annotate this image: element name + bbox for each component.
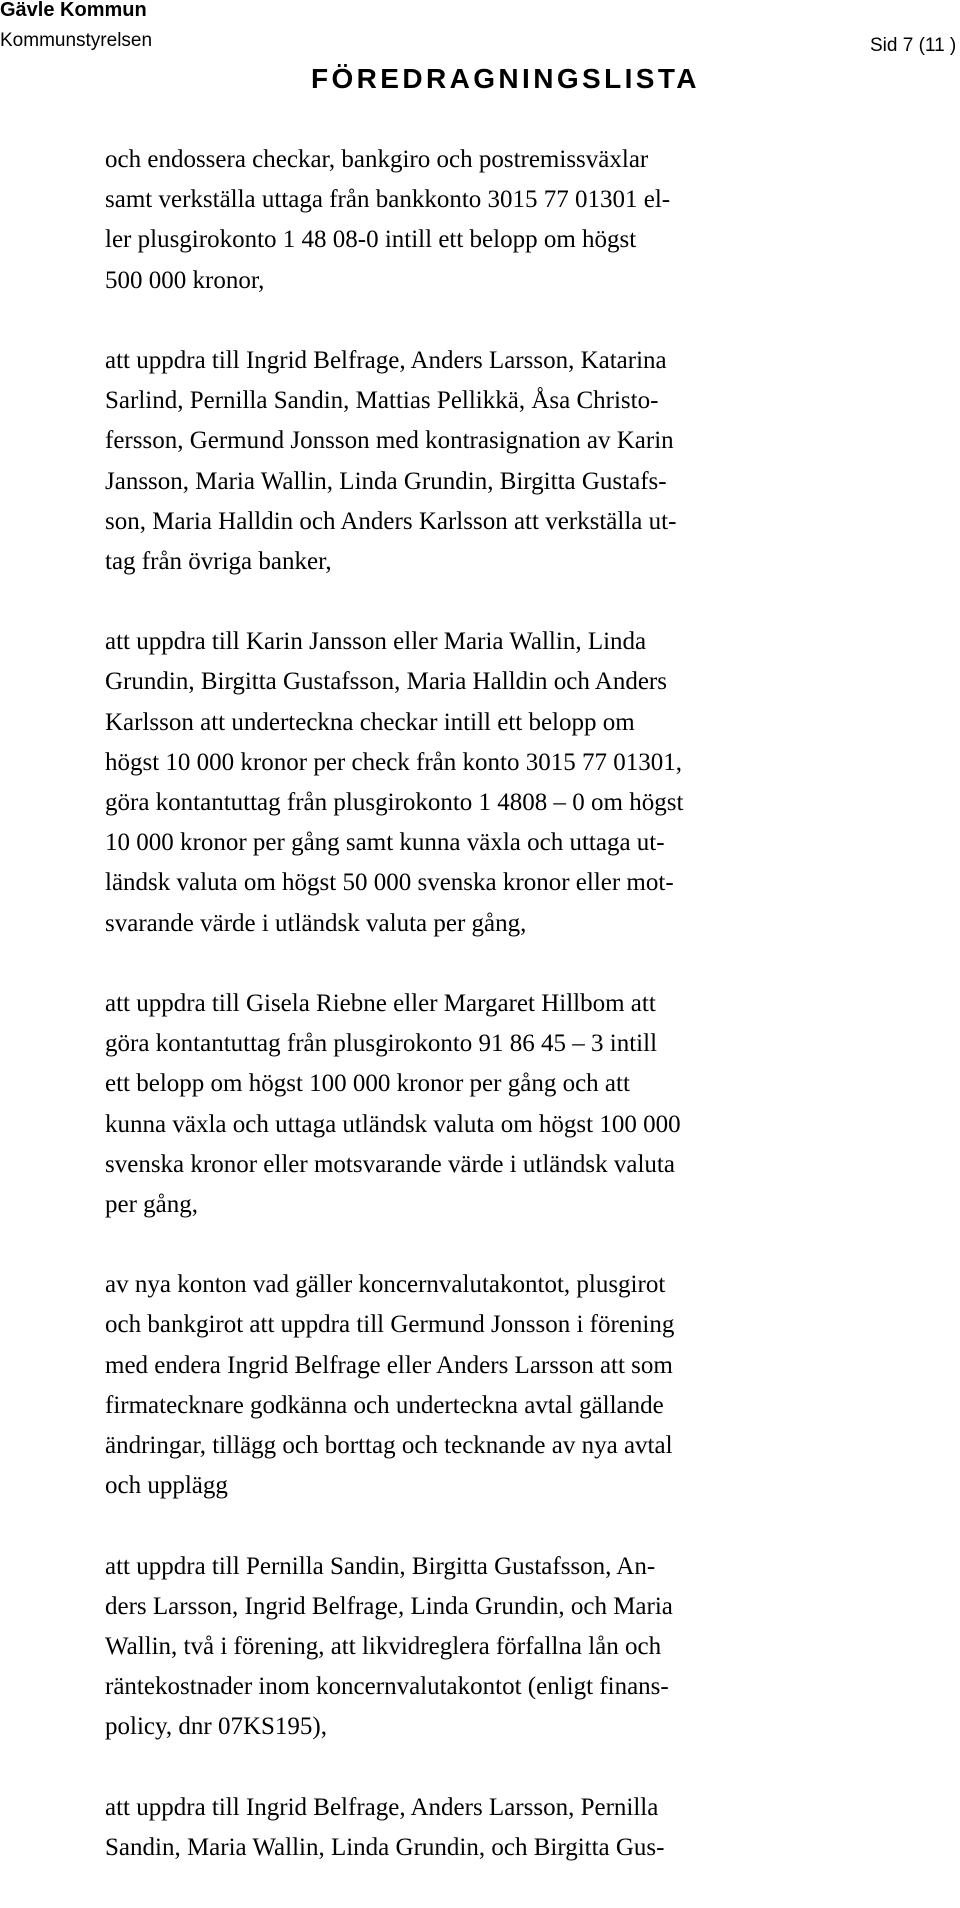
text-line: fersson, Germund Jonsson med kontrasignation av Karin [105, 427, 674, 455]
text-line: att uppdra till Gisela Riebne eller Margaret Hillbom att [105, 989, 656, 1017]
text-line: att uppdra till Ingrid Belfrage, Anders Larsson, Katarina [105, 346, 667, 374]
paragraph [105, 1788, 865, 1868]
paragraph [105, 1265, 865, 1506]
paragraph [105, 622, 865, 944]
text-line: Wallin, två i förening, att likvidreglera förfallna lån och [105, 1632, 662, 1660]
text-line: kunna växla och uttaga utländsk valuta om högst 100 000 [105, 1110, 681, 1138]
text-line: räntekostnader inom koncernvalutakontot (enligt finans- [105, 1673, 669, 1701]
paragraph [105, 1547, 865, 1748]
text-line: svarande värde i utländsk valuta per gång, [105, 909, 527, 937]
text-line: samt verkställa uttaga från bankkonto 3015 77 01301 el- [105, 186, 671, 214]
text-line: policy, dnr 07KS195), [105, 1713, 327, 1741]
text-line: och bankgirot att uppdra till Germund Jonsson i förening [105, 1311, 675, 1339]
text-line: Sandin, Maria Wallin, Linda Grundin, och Birgitta Gus- [105, 1833, 665, 1861]
document-body [105, 140, 865, 1908]
text-line: firmatecknare godkänna och underteckna avtal gällande [105, 1391, 664, 1419]
text-line: att uppdra till Pernilla Sandin, Birgitta Gustafsson, An- [105, 1552, 656, 1580]
document-title: FÖREDRAGNINGSLISTA [311, 63, 700, 94]
text-line: göra kontantuttag från plusgirokonto 91 86 45 – 3 intill [105, 1030, 658, 1058]
text-line: ländsk valuta om högst 50 000 svenska kronor eller mot- [105, 869, 674, 897]
text-line: Grundin, Birgitta Gustafsson, Maria Halldin och Anders [105, 668, 667, 696]
text-line: tag från övriga banker, [105, 547, 332, 575]
text-line: och endossera checkar, bankgiro och postremissväxlar [105, 146, 649, 173]
paragraph [105, 984, 865, 1225]
text-line: av nya konton vad gäller koncernvalutakontot, plusgirot [105, 1271, 666, 1299]
text-line: ändringar, tillägg och borttag och tecknande av nya avtal [105, 1432, 673, 1459]
text-line: Sarlind, Pernilla Sandin, Mattias Pellikkä, Åsa Christo- [105, 387, 659, 415]
text-line: Jansson, Maria Wallin, Linda Grundin, Birgitta Gustafs- [105, 467, 667, 495]
text-line: svenska kronor eller motsvarande värde i utländsk valuta [105, 1150, 675, 1178]
text-line: göra kontantuttag från plusgirokonto 1 4808 – 0 om högst [105, 789, 684, 816]
text-line: ett belopp om högst 100 000 kronor per gång och att [105, 1070, 630, 1098]
text-line: Karlsson att underteckna checkar intill ett belopp om [105, 708, 635, 736]
page-number [870, 34, 956, 58]
text-line: ler plusgirokonto 1 48 08-0 intill ett belopp om högst [105, 226, 637, 254]
text-line: 10 000 kronor per gång samt kunna växla och uttaga ut- [105, 829, 665, 857]
page-total: (11 ) [918, 35, 957, 56]
text-line: ders Larsson, Ingrid Belfrage, Linda Grundin, och Maria [105, 1592, 673, 1620]
paragraph [105, 341, 865, 582]
text-line: att uppdra till Karin Jansson eller Maria Wallin, Linda [105, 628, 647, 656]
page-label: Sid 7 [870, 35, 914, 56]
department-name: Kommunstyrelsen [0, 30, 153, 51]
text-line: 500 000 kronor, [105, 266, 265, 294]
text-line: med endera Ingrid Belfrage eller Anders Larsson att som [105, 1351, 673, 1379]
organization-name: Gävle Kommun [0, 0, 147, 21]
paragraph [105, 140, 865, 301]
text-line: per gång, [105, 1190, 199, 1218]
text-line: och upplägg [105, 1472, 228, 1500]
text-line: högst 10 000 kronor per check från konto 3015 77 01301, [105, 748, 682, 776]
text-line: att uppdra till Ingrid Belfrage, Anders Larsson, Pernilla [105, 1793, 659, 1821]
text-line: son, Maria Halldin och Anders Karlsson att verkställa ut- [105, 507, 677, 535]
